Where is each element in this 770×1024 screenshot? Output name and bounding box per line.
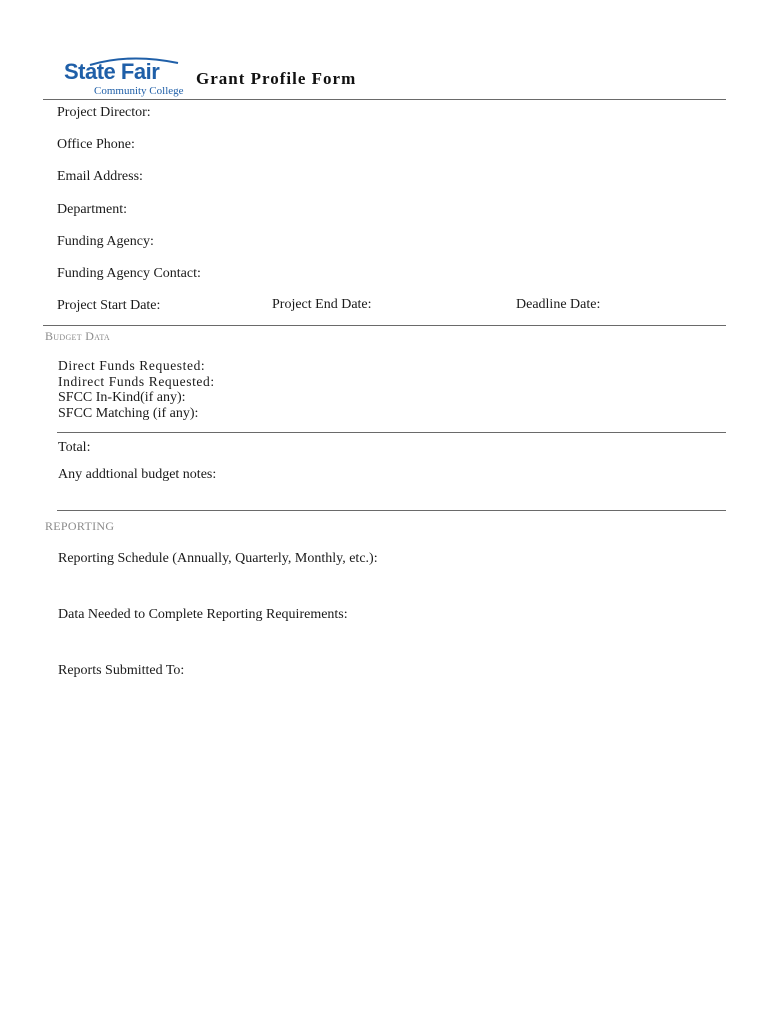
total-label: Total: [58,440,91,455]
reports-submitted-to-label: Reports Submitted To: [58,663,185,678]
reporting-heading: REPORTING [45,519,115,533]
logo-name: State Fair [64,59,160,84]
direct-funds-label: Direct Funds Requested: [58,358,206,373]
sfcc-matching-label: SFCC Matching (if any): [58,406,199,421]
logo-subtitle: Community College [94,85,184,97]
header-divider [43,99,726,100]
data-needed-label: Data Needed to Complete Reporting Requirements: [58,607,348,622]
project-end-date-label: Project End Date: [272,297,372,312]
state-fair-logo [60,55,190,100]
funding-agency-contact-label: Funding Agency Contact: [57,266,201,281]
department-label: Department: [57,202,127,217]
reporting-divider [57,510,726,511]
reporting-schedule-label: Reporting Schedule (Annually, Quarterly, Monthly, etc.): [58,551,378,566]
office-phone-label: Office Phone: [57,137,135,152]
budget-notes-label: Any addtional budget notes: [58,467,217,482]
deadline-date-label: Deadline Date: [516,297,601,312]
project-director-label: Project Director: [57,105,151,120]
project-start-date-label: Project Start Date: [57,298,161,313]
indirect-funds-label: Indirect Funds Requested: [58,374,215,389]
budget-data-heading: Budget Data [45,329,110,343]
funding-agency-label: Funding Agency: [57,234,154,249]
form-title: Grant Profile Form [196,69,357,88]
budget-divider [43,325,726,326]
budget-total-divider [57,432,726,433]
email-address-label: Email Address: [57,169,143,184]
sfcc-in-kind-label: SFCC In-Kind(if any): [58,390,186,405]
